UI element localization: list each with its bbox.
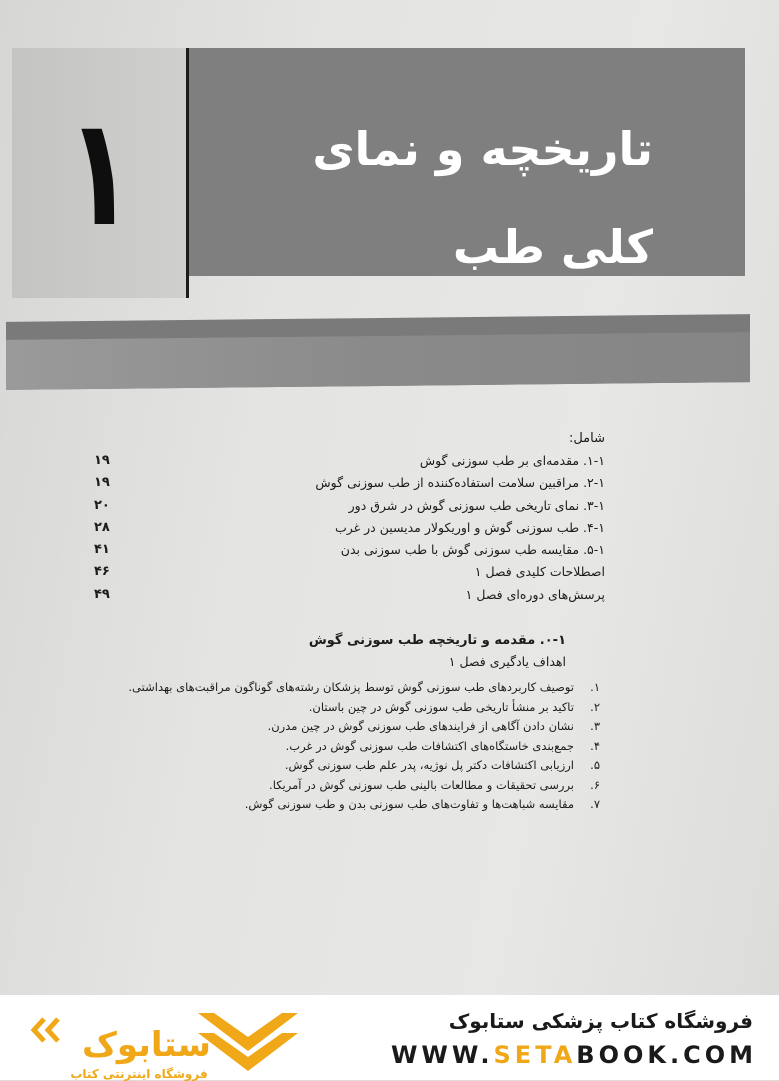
goal-text: تاکید بر منشأ تاریخی طب سوزنی گوش در چین باستان. bbox=[308, 699, 574, 714]
toc-row bbox=[90, 495, 605, 517]
chapter-number: ۱ bbox=[65, 86, 135, 260]
learning-goal bbox=[140, 795, 600, 815]
goal-number: ۵. bbox=[590, 758, 600, 772]
toc-title: ۴-۱. طب سوزنی گوش و اوریکولار مدیسین در غرب bbox=[334, 519, 605, 535]
learning-goal bbox=[140, 698, 600, 718]
chapter-title-box bbox=[189, 48, 745, 276]
section-title: ۰-۱. مقدمه و تاریخچه طب سوزنی گوش bbox=[308, 633, 566, 648]
goal-number: ۲. bbox=[590, 699, 600, 714]
toc-title: اصطلاحات کلیدی فصل ۱ bbox=[474, 564, 605, 580]
toc-page-number: ۲۰ bbox=[94, 497, 110, 513]
url-prefix: WWW. bbox=[390, 1041, 494, 1069]
decorative-band-inner bbox=[6, 332, 750, 390]
toc-page-number: ۴۹ bbox=[94, 586, 110, 602]
toc-row bbox=[90, 450, 605, 472]
table-of-contents bbox=[90, 428, 605, 606]
learning-goal bbox=[128, 678, 600, 698]
goal-number: ۶. bbox=[590, 777, 600, 792]
contents-heading: شامل: bbox=[568, 431, 605, 446]
logo bbox=[30, 1009, 211, 1081]
learning-goal bbox=[140, 717, 600, 737]
section-subtitle: اهداف یادگیری فصل ۱ bbox=[448, 654, 566, 669]
goal-number: ۴. bbox=[590, 738, 600, 753]
section-header bbox=[200, 630, 566, 672]
goal-text: بررسی تحقیقات و مطالعات بالینی طب سوزنی گوش در آمریکا. bbox=[269, 777, 574, 792]
chapter-title-line1: تاریخچه و نمای کلی طب bbox=[312, 122, 653, 274]
contents-list bbox=[90, 450, 605, 606]
learning-goal bbox=[140, 776, 600, 796]
url-suffix: BOOK.COM bbox=[576, 1041, 757, 1069]
logo-chevron-icon bbox=[196, 1011, 300, 1075]
logo-wordmark: ستابوک bbox=[82, 1025, 211, 1065]
chapter-number-box bbox=[12, 48, 188, 298]
goal-number: ۷. bbox=[590, 797, 600, 811]
logo-subtitle: فروشگاه اینترنتی کتاب bbox=[70, 1067, 208, 1081]
learning-goals bbox=[128, 678, 600, 815]
toc-title: ۳-۱. نمای تاریخی طب سوزنی گوش در شرق دور bbox=[348, 497, 605, 513]
toc-row bbox=[90, 561, 605, 583]
toc-title: ۱-۱. مقدمه‌ای بر طب سوزنی گوش bbox=[419, 453, 605, 468]
learning-goal bbox=[140, 756, 600, 776]
toc-page-number: ۱۹ bbox=[94, 475, 110, 491]
logo-arrows-icon bbox=[30, 1015, 70, 1045]
toc-page-number: ۲۸ bbox=[94, 519, 110, 535]
goal-text: جمع‌بندی خاستگاه‌های اکتشافات طب سوزنی گوش در غرب. bbox=[285, 738, 574, 753]
url-highlight: SETA bbox=[493, 1041, 577, 1069]
store-name: فروشگاه کتاب پزشکی ستابوک bbox=[448, 1009, 753, 1033]
goal-text: ارزیابی اکتشافات دکتر پل نوژیه، پدر علم طب سوزنی گوش. bbox=[284, 758, 574, 772]
learning-goal bbox=[140, 737, 600, 757]
goal-text: توصیف کاربردهای طب سوزنی گوش توسط پزشکان رشته‌های گوناگون مراقبت‌های بهداشتی. bbox=[128, 680, 574, 694]
goal-number: ۳. bbox=[590, 719, 600, 733]
toc-row bbox=[90, 539, 605, 561]
toc-page-number: ۴۶ bbox=[94, 564, 110, 580]
toc-title: ۲-۱. مراقبین سلامت استفاده‌کننده از طب سوزنی گوش bbox=[315, 475, 605, 491]
toc-row bbox=[90, 584, 605, 606]
store-url[interactable] bbox=[391, 1041, 757, 1069]
toc-title: ۵-۱. مقایسه طب سوزنی گوش با طب سوزنی بدن bbox=[340, 542, 605, 558]
toc-page-number: ۱۹ bbox=[94, 453, 110, 468]
toc-row bbox=[90, 517, 605, 539]
toc-row bbox=[90, 472, 605, 494]
toc-page-number: ۴۱ bbox=[94, 542, 110, 558]
toc-title: پرسش‌های دوره‌ای فصل ۱ bbox=[465, 586, 605, 602]
goal-text: نشان دادن آگاهی از فرایندهای طب سوزنی گوش در چین مدرن. bbox=[267, 719, 574, 733]
watermark-footer bbox=[0, 995, 779, 1080]
goal-text: مقایسه شباهت‌ها و تفاوت‌های طب سوزنی بدن و طب سوزنی گوش. bbox=[244, 797, 574, 811]
goal-number: ۱. bbox=[590, 680, 600, 694]
